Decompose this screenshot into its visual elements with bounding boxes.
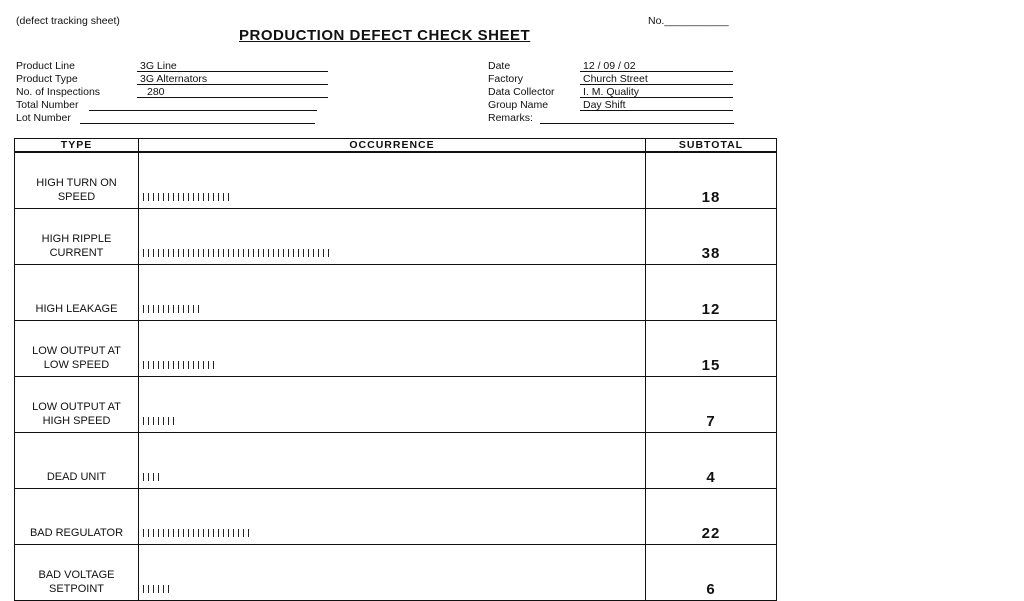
tally-mark — [228, 249, 229, 257]
tally-mark — [213, 249, 214, 257]
tally-mark — [153, 473, 154, 481]
tally-mark — [323, 249, 324, 257]
tally-mark — [188, 193, 189, 201]
tally-mark — [218, 249, 219, 257]
inspections-label: No. of Inspections — [16, 86, 101, 98]
tally-marks — [143, 300, 203, 309]
tally-mark — [148, 529, 149, 537]
tally-mark — [313, 249, 314, 257]
tally-mark — [248, 529, 249, 537]
tally-mark — [233, 249, 234, 257]
inspections-value: 280 — [137, 86, 328, 98]
tally-mark — [183, 193, 184, 201]
tally-mark — [148, 361, 149, 369]
tally-mark — [183, 249, 184, 257]
factory-value: Church Street — [580, 73, 733, 85]
tally-mark — [208, 361, 209, 369]
tally-mark — [158, 529, 159, 537]
tally-mark — [168, 193, 169, 201]
tally-mark — [303, 249, 304, 257]
tally-mark — [148, 305, 149, 313]
tally-mark — [148, 585, 149, 593]
tally-mark — [153, 305, 154, 313]
tally-mark — [203, 529, 204, 537]
tally-mark — [173, 193, 174, 201]
tally-marks — [143, 356, 218, 365]
tally-mark — [153, 529, 154, 537]
tally-mark — [168, 305, 169, 313]
tally-mark — [193, 193, 194, 201]
defect-type: LOW OUTPUT AT HIGH SPEED — [15, 377, 139, 433]
subtotal-value: 7 — [646, 377, 777, 433]
tally-mark — [158, 193, 159, 201]
tally-marks — [143, 244, 333, 253]
tally-marks — [143, 468, 163, 477]
tally-mark — [163, 361, 164, 369]
type-header: TYPE — [15, 139, 139, 153]
tally-mark — [198, 249, 199, 257]
subtotal-value: 15 — [646, 321, 777, 377]
tally-mark — [273, 249, 274, 257]
tally-cell — [139, 321, 646, 377]
tally-mark — [168, 249, 169, 257]
defect-type: HIGH TURN ON SPEED — [15, 152, 139, 209]
defect-type: BAD VOLTAGE SETPOINT — [15, 545, 139, 601]
tally-mark — [158, 473, 159, 481]
tally-mark — [158, 585, 159, 593]
tally-mark — [163, 193, 164, 201]
subtotal-value: 22 — [646, 489, 777, 545]
tally-mark — [173, 361, 174, 369]
factory-label: Factory — [488, 73, 524, 85]
tally-mark — [158, 361, 159, 369]
tally-mark — [168, 361, 169, 369]
subtotal-value: 18 — [646, 152, 777, 209]
subtotal-value: 6 — [646, 545, 777, 601]
date-value: 12 / 09 / 02 — [580, 60, 733, 72]
table-row — [15, 433, 777, 489]
tally-cell — [139, 433, 646, 489]
page-title: PRODUCTION DEFECT CHECK SHEET — [239, 27, 531, 44]
table-row — [15, 321, 777, 377]
remarks-line — [540, 123, 734, 124]
tally-mark — [238, 249, 239, 257]
tally-mark — [173, 305, 174, 313]
table-row — [15, 545, 777, 601]
tally-mark — [143, 193, 144, 201]
tally-mark — [253, 249, 254, 257]
tally-mark — [178, 249, 179, 257]
tally-mark — [143, 305, 144, 313]
tally-mark — [258, 249, 259, 257]
tally-mark — [263, 249, 264, 257]
tally-marks — [143, 524, 253, 533]
tally-mark — [298, 249, 299, 257]
subtotal-header: SUBTOTAL — [646, 139, 777, 153]
defect-type: DEAD UNIT — [15, 433, 139, 489]
tally-marks — [143, 412, 178, 421]
subtotal-value: 12 — [646, 265, 777, 321]
table-row — [15, 209, 777, 265]
table-row — [15, 265, 777, 321]
product-line-value: 3G Line — [137, 60, 328, 72]
lot-number-line — [80, 123, 315, 124]
tally-mark — [193, 305, 194, 313]
tally-mark — [163, 417, 164, 425]
data-collector-value: I. M. Quality — [580, 86, 733, 98]
tally-mark — [148, 417, 149, 425]
table-row — [15, 377, 777, 433]
group-name-value: Day Shift — [580, 99, 733, 111]
tally-mark — [198, 361, 199, 369]
tally-mark — [233, 529, 234, 537]
tally-marks — [143, 580, 173, 589]
tally-mark — [153, 249, 154, 257]
tally-mark — [218, 193, 219, 201]
tally-mark — [213, 193, 214, 201]
tally-mark — [318, 249, 319, 257]
tally-mark — [163, 529, 164, 537]
occurrence-header: OCCURRENCE — [139, 139, 646, 153]
lot-number-label: Lot Number — [16, 112, 71, 124]
product-line-label: Product Line — [16, 60, 75, 72]
tally-mark — [248, 249, 249, 257]
table-row — [15, 489, 777, 545]
tally-mark — [148, 193, 149, 201]
defect-type: BAD REGULATOR — [15, 489, 139, 545]
tally-mark — [188, 249, 189, 257]
tally-cell — [139, 377, 646, 433]
sheet-number: No.___________ — [648, 15, 729, 27]
tally-cell — [139, 152, 646, 209]
tally-mark — [143, 529, 144, 537]
tally-mark — [228, 529, 229, 537]
tally-mark — [293, 249, 294, 257]
tally-mark — [193, 529, 194, 537]
tally-mark — [173, 417, 174, 425]
tally-mark — [153, 585, 154, 593]
total-number-line — [89, 110, 317, 111]
tally-mark — [143, 473, 144, 481]
tally-marks — [143, 188, 233, 197]
defect-type: HIGH RIPPLE CURRENT — [15, 209, 139, 265]
tally-mark — [183, 361, 184, 369]
tally-mark — [283, 249, 284, 257]
tally-mark — [183, 529, 184, 537]
tally-cell — [139, 209, 646, 265]
tally-mark — [198, 305, 199, 313]
tally-mark — [178, 305, 179, 313]
tally-mark — [188, 529, 189, 537]
defect-type: LOW OUTPUT AT LOW SPEED — [15, 321, 139, 377]
tally-mark — [163, 249, 164, 257]
tally-mark — [328, 249, 329, 257]
defect-type: HIGH LEAKAGE — [15, 265, 139, 321]
product-type-label: Product Type — [16, 73, 78, 85]
doc-label: (defect tracking sheet) — [16, 15, 120, 27]
tally-mark — [163, 305, 164, 313]
tally-mark — [213, 361, 214, 369]
tally-mark — [238, 529, 239, 537]
tally-mark — [173, 529, 174, 537]
tally-mark — [198, 529, 199, 537]
remarks-label: Remarks: — [488, 112, 533, 124]
tally-mark — [188, 361, 189, 369]
tally-mark — [168, 417, 169, 425]
tally-mark — [208, 249, 209, 257]
total-number-label: Total Number — [16, 99, 79, 111]
tally-cell — [139, 265, 646, 321]
tally-mark — [223, 249, 224, 257]
tally-cell — [139, 489, 646, 545]
tally-mark — [213, 529, 214, 537]
defect-table — [14, 138, 777, 601]
tally-mark — [193, 249, 194, 257]
date-label: Date — [488, 60, 511, 72]
tally-mark — [268, 249, 269, 257]
tally-mark — [178, 193, 179, 201]
tally-mark — [178, 529, 179, 537]
tally-mark — [168, 585, 169, 593]
subtotal-value: 38 — [646, 209, 777, 265]
tally-mark — [173, 249, 174, 257]
tally-mark — [153, 193, 154, 201]
tally-mark — [203, 361, 204, 369]
tally-mark — [288, 249, 289, 257]
tally-mark — [183, 305, 184, 313]
data-collector-label: Data Collector — [488, 86, 555, 98]
tally-mark — [158, 417, 159, 425]
tally-mark — [143, 249, 144, 257]
tally-mark — [203, 193, 204, 201]
tally-mark — [203, 249, 204, 257]
tally-cell — [139, 545, 646, 601]
product-type-value: 3G Alternators — [137, 73, 328, 85]
tally-mark — [148, 249, 149, 257]
tally-mark — [243, 249, 244, 257]
table-row — [15, 152, 777, 209]
tally-mark — [143, 417, 144, 425]
tally-mark — [243, 529, 244, 537]
tally-mark — [208, 193, 209, 201]
tally-mark — [218, 529, 219, 537]
tally-mark — [223, 193, 224, 201]
tally-mark — [228, 193, 229, 201]
tally-mark — [143, 585, 144, 593]
tally-mark — [143, 361, 144, 369]
tally-mark — [223, 529, 224, 537]
tally-mark — [158, 305, 159, 313]
tally-mark — [158, 249, 159, 257]
subtotal-value: 4 — [646, 433, 777, 489]
tally-mark — [153, 361, 154, 369]
tally-mark — [308, 249, 309, 257]
tally-mark — [188, 305, 189, 313]
tally-mark — [198, 193, 199, 201]
tally-mark — [148, 473, 149, 481]
tally-mark — [163, 585, 164, 593]
tally-mark — [193, 361, 194, 369]
tally-mark — [168, 529, 169, 537]
group-name-label: Group Name — [488, 99, 549, 111]
tally-mark — [153, 417, 154, 425]
tally-mark — [178, 361, 179, 369]
tally-mark — [208, 529, 209, 537]
tally-mark — [278, 249, 279, 257]
